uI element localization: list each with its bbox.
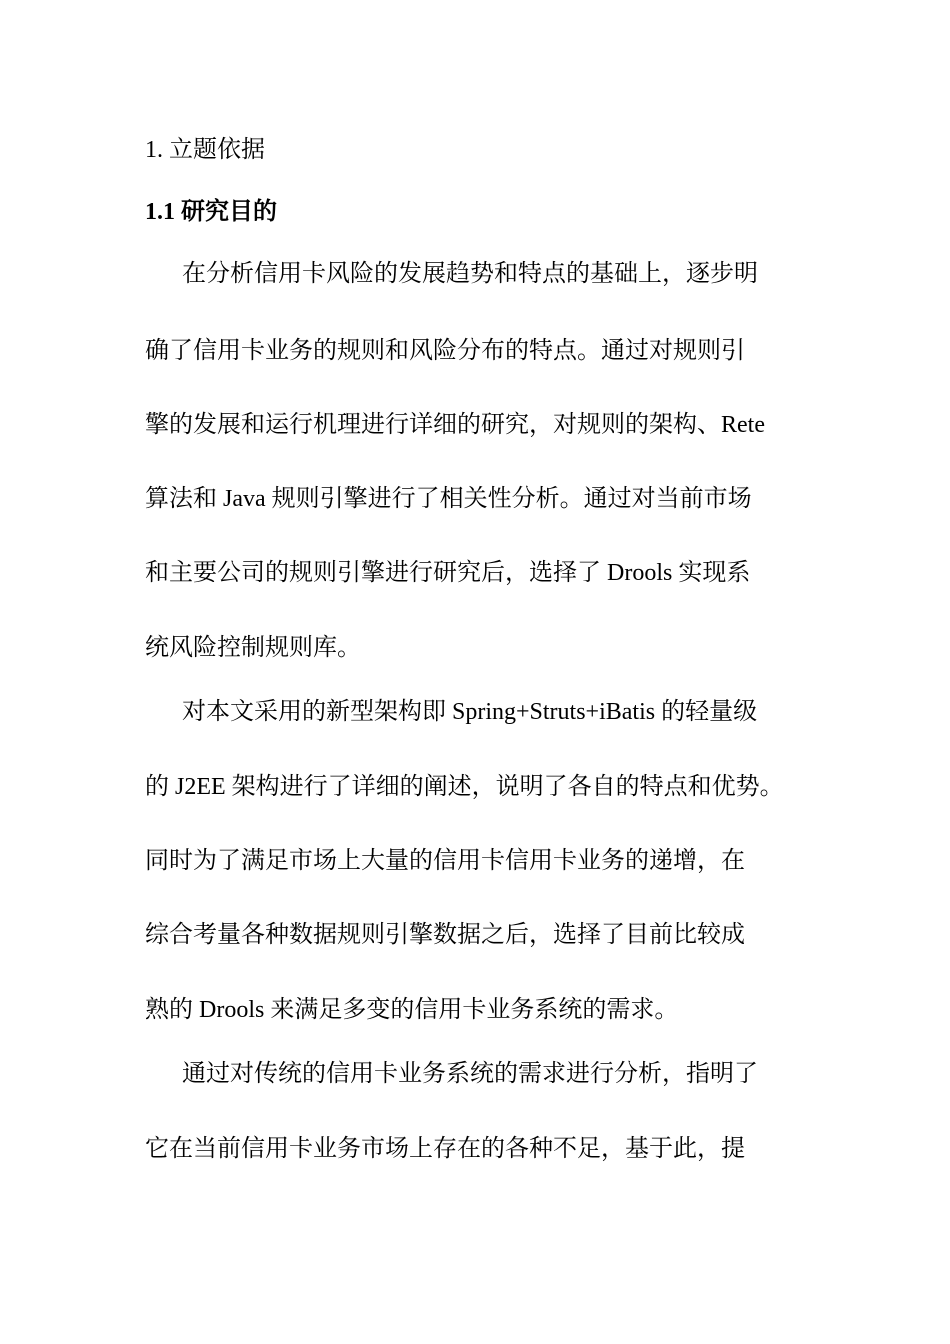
paragraph-line: 通过对传统的信用卡业务系统的需求进行分析，指明了 (182, 1061, 758, 1087)
paragraph-line: 同时为了满足市场上大量的信用卡信用卡业务的递增，在 (145, 848, 745, 874)
paragraph-line: 和主要公司的规则引擎进行研究后，选择了 Drools 实现系 (145, 560, 751, 586)
paragraph-line: 的 J2EE 架构进行了详细的阐述，说明了各自的特点和优势。 (145, 774, 784, 800)
paragraph-line: 确了信用卡业务的规则和风险分布的特点。通过对规则引 (145, 338, 745, 364)
paragraph-line: 它在当前信用卡业务市场上存在的各种不足，基于此，提 (145, 1136, 745, 1162)
paragraph-line: 算法和 Java 规则引擎进行了相关性分析。通过对当前市场 (145, 486, 752, 512)
paragraph-line: 统风险控制规则库。 (145, 635, 361, 661)
subsection-heading: 1.1 研究目的 (145, 199, 277, 225)
paragraph-line: 擎的发展和运行机理进行详细的研究，对规则的架构、Rete (145, 412, 765, 438)
paragraph-line: 对本文采用的新型架构即 Spring+Struts+iBatis 的轻量级 (182, 699, 758, 725)
paragraph-line: 在分析信用卡风险的发展趋势和特点的基础上，逐步明 (182, 261, 758, 287)
paragraph-line: 综合考量各种数据规则引擎数据之后，选择了目前比较成 (145, 922, 745, 948)
paragraph-line: 熟的 Drools 来满足多变的信用卡业务系统的需求。 (145, 997, 679, 1023)
section-heading: 1. 立题依据 (145, 137, 265, 163)
